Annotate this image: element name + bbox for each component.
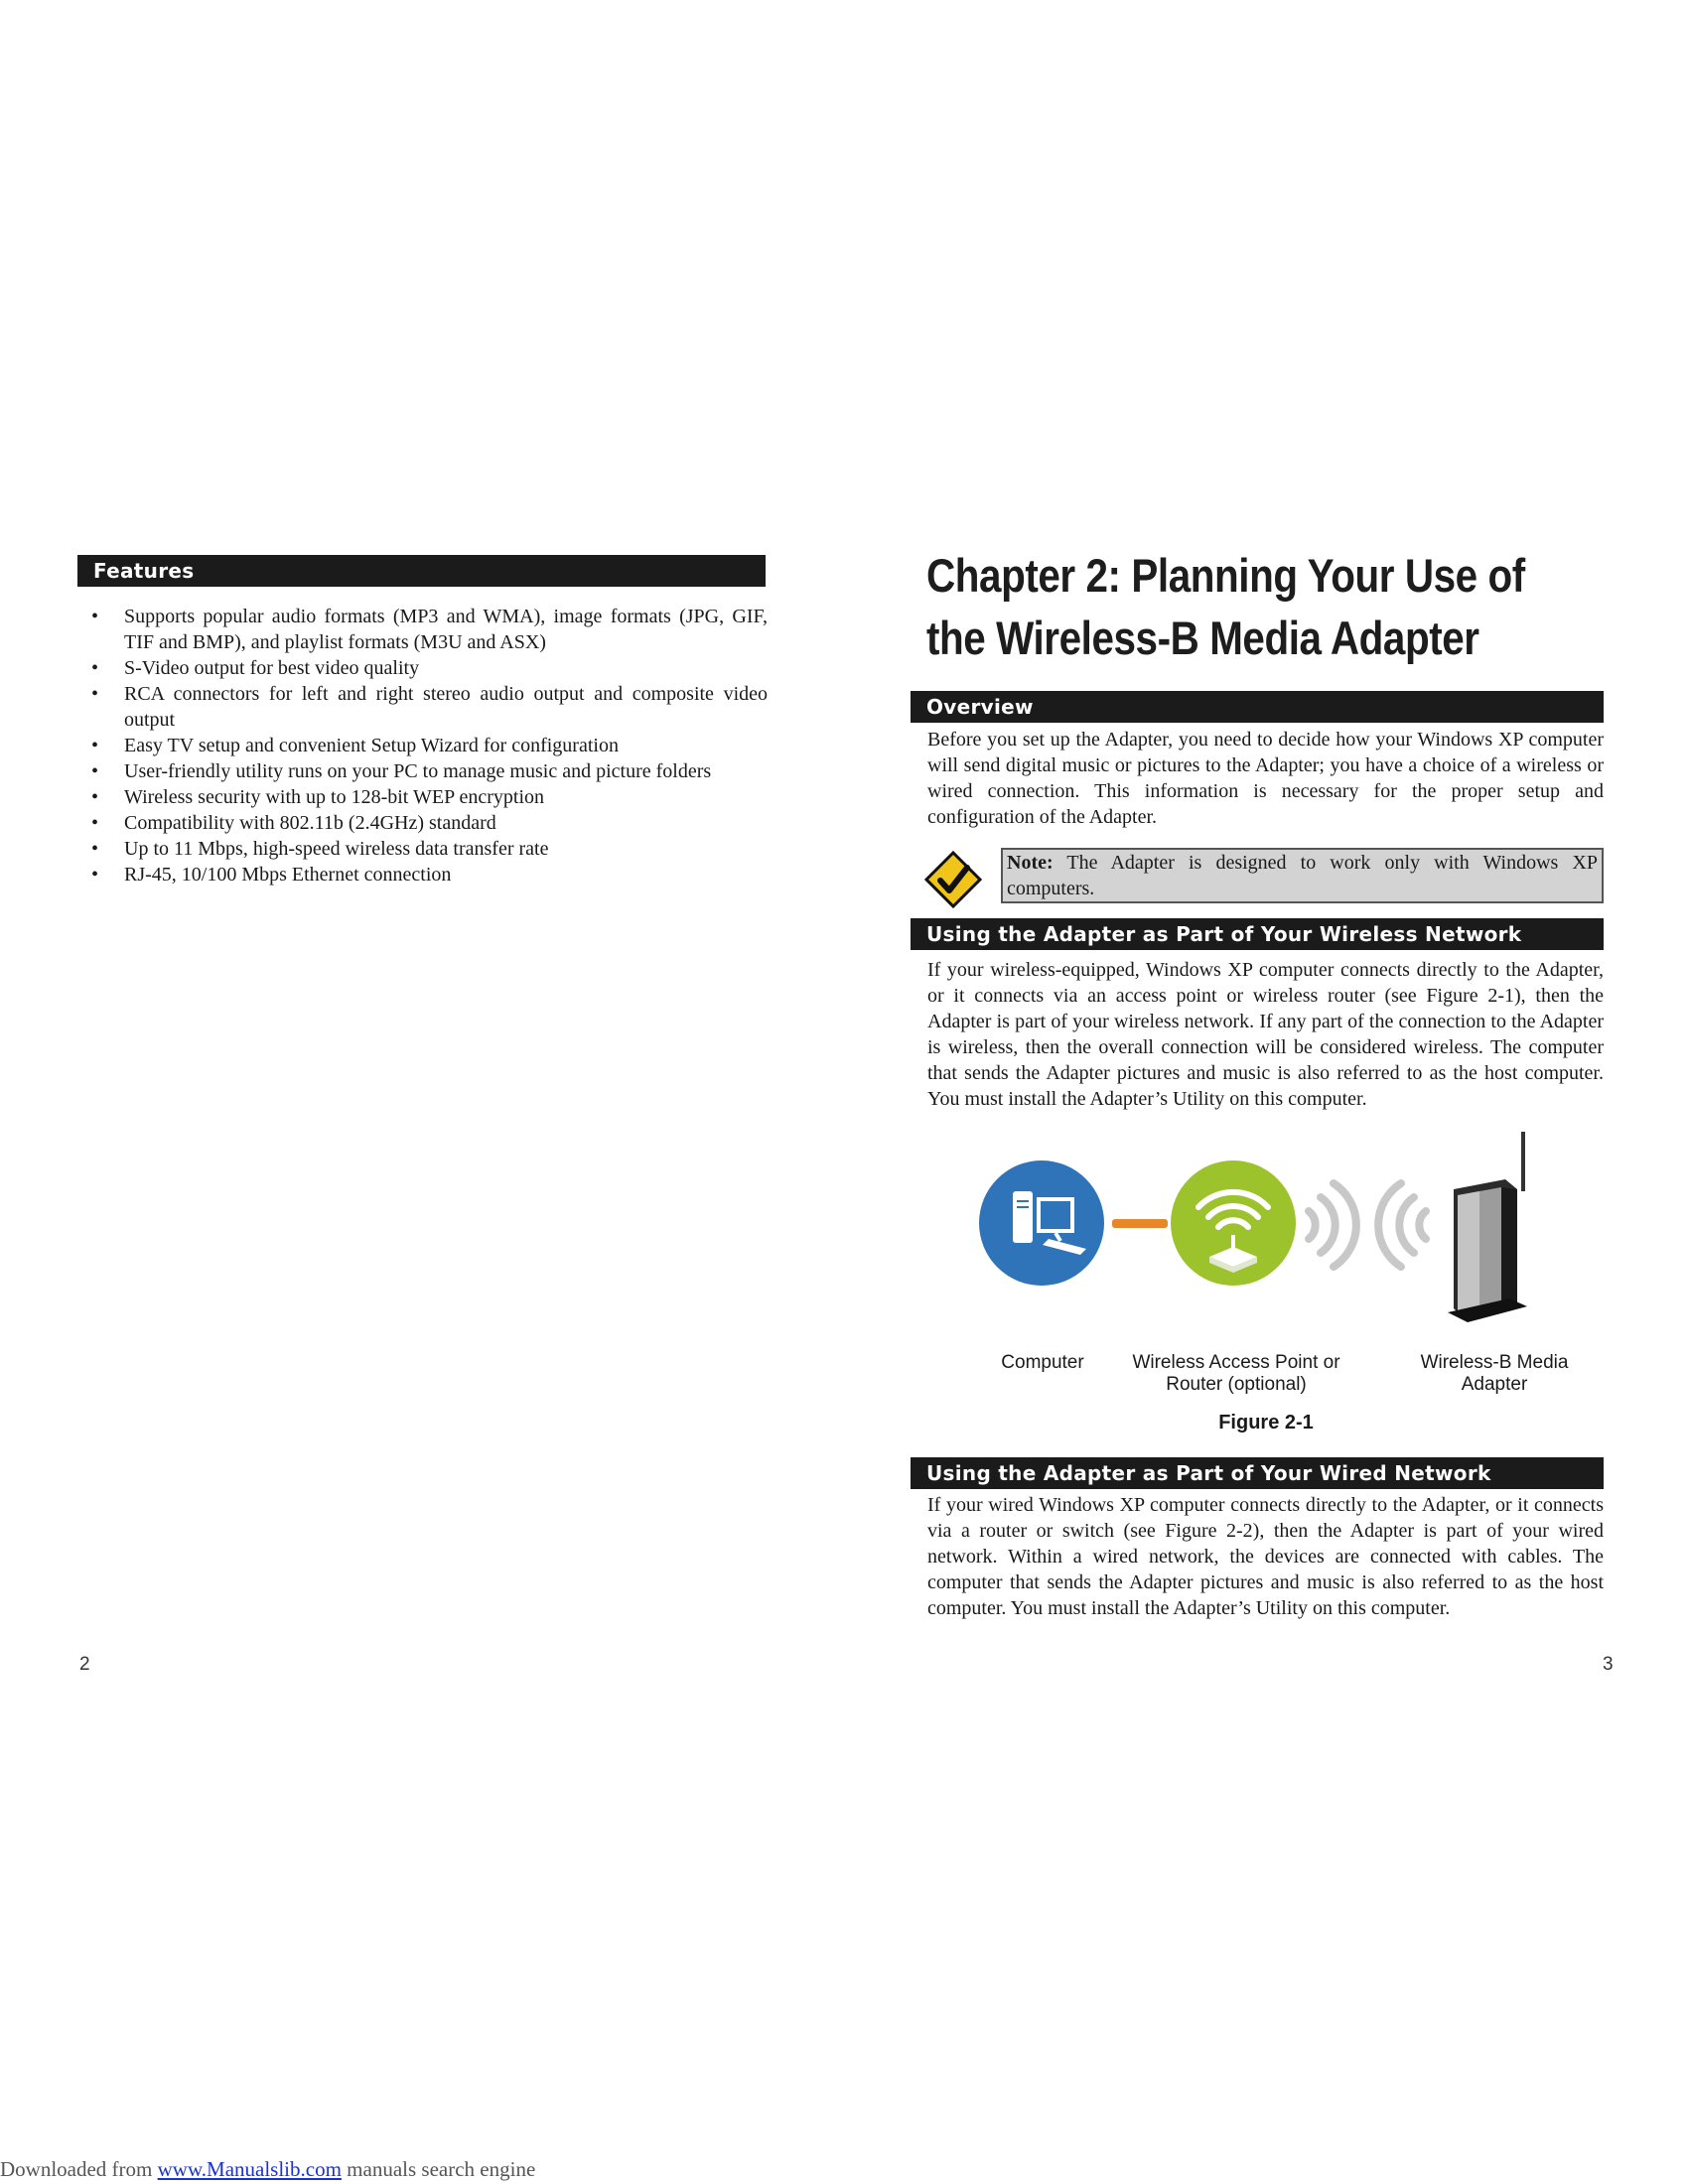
wired-heading: Using the Adapter as Part of Your Wired Network [911, 1457, 1604, 1489]
note-text: The Adapter is designed to work only with Windows XP computers. [1007, 852, 1598, 899]
feature-item [87, 836, 768, 862]
feature-text: Compatibility with 802.11b (2.4GHz) standard [124, 812, 496, 834]
feature-text: Supports popular audio formats (MP3 and WMA), image formats (JPG, GIF, TIF and BMP), and playlist formats (M3U and ASX) [124, 606, 768, 653]
figure-label-adapter [1390, 1352, 1599, 1396]
feature-item [87, 604, 768, 655]
overview-paragraph: Before you set up the Adapter, you need to decide how your Windows XP computer will send digital music or pictures to the Adapter; you have a choice of a wireless or wired connection. This information is necessary for the proper setup and configuration of the Adapter. [927, 729, 1604, 828]
download-footer [0, 2157, 535, 2182]
feature-text: Wireless security with up to 128-bit WEP encryption [124, 786, 545, 808]
bullet-icon: • [91, 735, 99, 756]
feature-text: Easy TV setup and convenient Setup Wizard for configuration [124, 735, 619, 756]
media-adapter-icon [1448, 1132, 1527, 1322]
note-box [1001, 848, 1604, 903]
feature-text: S-Video output for best video quality [124, 657, 420, 679]
figure-caption: Figure 2-1 [1218, 1412, 1314, 1433]
bullet-icon: • [91, 760, 99, 782]
figure-label-access-point-line-2: Router (optional) [1166, 1374, 1307, 1395]
feature-item [87, 784, 768, 810]
computer-icon [979, 1160, 1104, 1286]
feature-item [87, 862, 768, 887]
access-point-icon [1171, 1160, 1296, 1286]
bullet-icon: • [91, 683, 99, 705]
bullet-icon: • [91, 786, 99, 808]
page-number-right: 3 [1603, 1654, 1614, 1675]
bullet-icon: • [91, 812, 99, 834]
wireless-paragraph: If your wireless-equipped, Windows XP computer connects directly to the Adapter, or it connects via an access point or wireless router (see Figure 2-1), then the Adapter is part of your wireless network. If any part of the connection to the Adapter is wireless, then the overall connection will be considered wireless. The computer that sends the Adapter pictures and music is also referred to as the host computer. You must install the Adapter’s Utility on this computer. [927, 959, 1604, 1110]
feature-text: Up to 11 Mbps, high-speed wireless data transfer rate [124, 838, 549, 860]
feature-text: RCA connectors for left and right stereo audio output and composite video output [124, 683, 768, 731]
chapter-title [926, 544, 1525, 669]
wireless-heading: Using the Adapter as Part of Your Wireless Network [911, 918, 1604, 950]
footer-suffix: manuals search engine [341, 2157, 536, 2181]
chapter-title-line-1: Chapter 2: Planning Your Use of [926, 549, 1525, 602]
feature-text: User-friendly utility runs on your PC to manage music and picture folders [124, 760, 712, 782]
footer-prefix: Downloaded from [0, 2157, 158, 2181]
figure-label-access-point [1112, 1352, 1360, 1396]
bullet-icon: • [91, 657, 99, 679]
manualslib-link[interactable]: www.Manualslib.com [157, 2157, 342, 2181]
figure-label-computer: Computer [1001, 1352, 1084, 1373]
bullet-icon: • [91, 606, 99, 627]
feature-item [87, 733, 768, 758]
overview-heading: Overview [911, 691, 1604, 723]
figure-label-access-point-line-1: Wireless Access Point or [1132, 1352, 1340, 1373]
figure-label-adapter-line-1: Wireless-B Media [1420, 1352, 1569, 1373]
feature-item [87, 681, 768, 733]
feature-text: RJ-45, 10/100 Mbps Ethernet connection [124, 864, 452, 886]
feature-item [87, 655, 768, 681]
wired-paragraph: If your wired Windows XP computer connects directly to the Adapter, or it connects via a router or switch (see Figure 2-2), then the Adapter is part of your wired network. Within a wired network, the devices are connected with cables. The computer that sends the Adapter pictures and music is also referred to as the host computer. You must install the Adapter’s Utility on this computer. [927, 1494, 1604, 1619]
bullet-icon: • [91, 864, 99, 886]
note-label: Note: [1007, 852, 1054, 874]
feature-item [87, 758, 768, 784]
bullet-icon: • [91, 838, 99, 860]
chapter-title-line-2: the Wireless-B Media Adapter [926, 612, 1479, 664]
wireless-waves-right [1309, 1183, 1356, 1267]
checkmark-note-icon [923, 850, 983, 909]
feature-item [87, 810, 768, 836]
features-list [87, 604, 768, 887]
figure-label-adapter-line-2: Adapter [1461, 1374, 1528, 1395]
wireless-waves-left [1378, 1183, 1426, 1267]
page-number-left: 2 [79, 1654, 90, 1675]
connection-link [1112, 1219, 1168, 1228]
features-heading: Features [77, 555, 766, 587]
